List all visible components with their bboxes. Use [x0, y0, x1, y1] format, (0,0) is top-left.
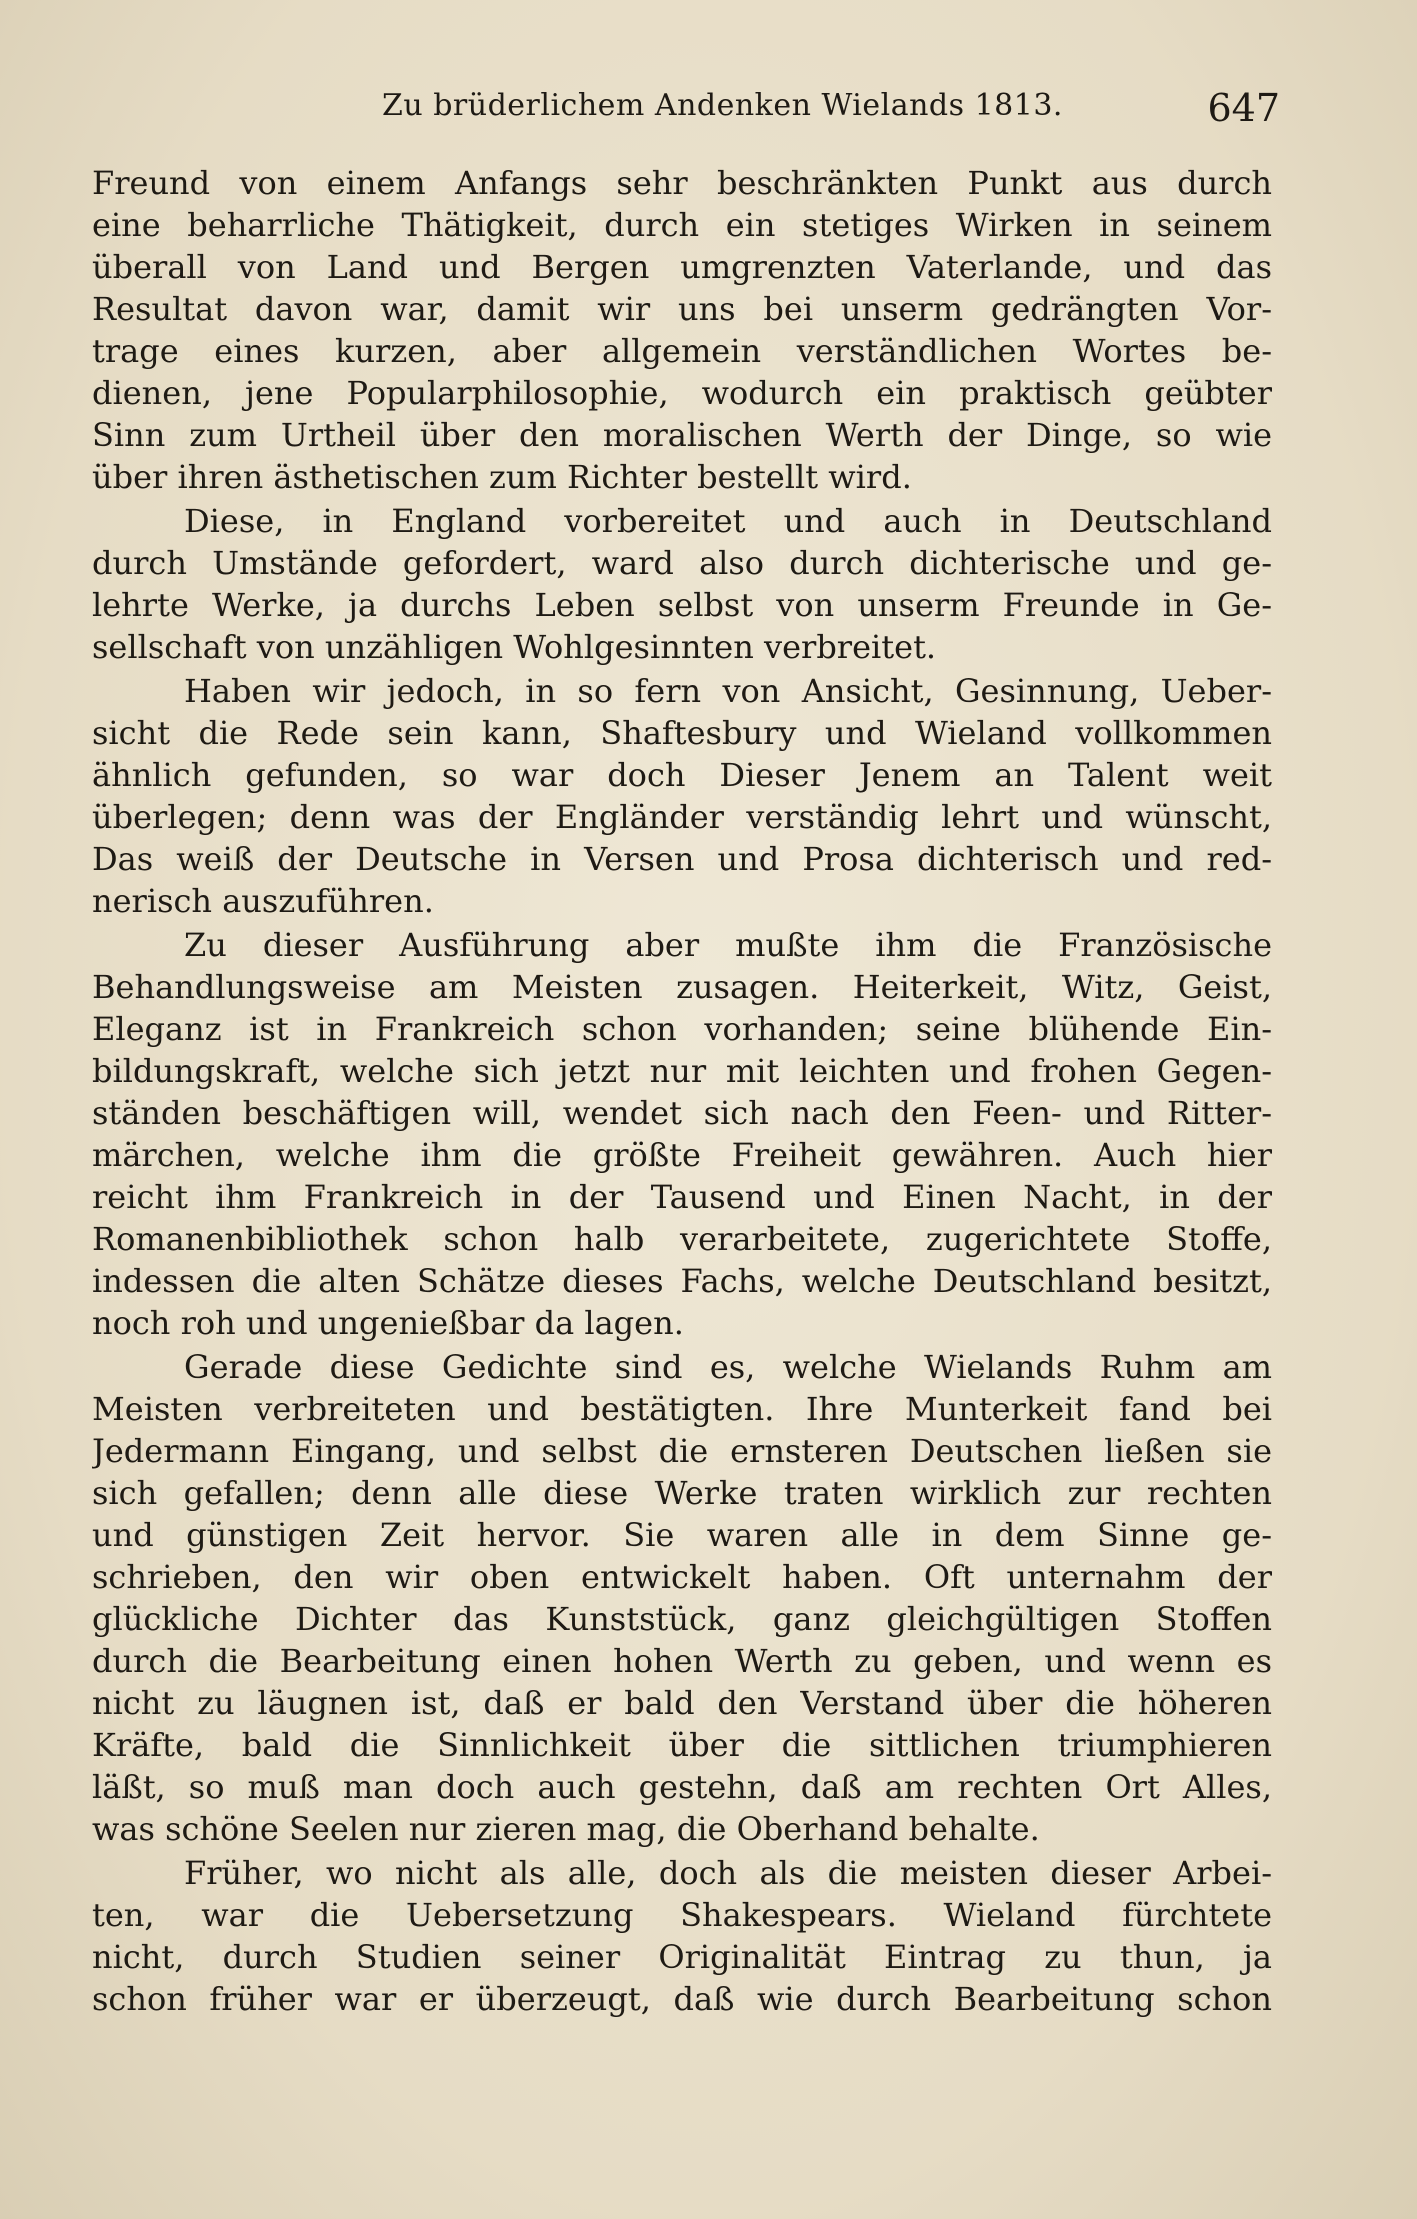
text-line: läßt, so muß man doch auch gestehn, daß am rechten Ort Alles,	[92, 1768, 1272, 1806]
text-line: Zu dieser Ausführung aber mußte ihm die Französische	[184, 926, 1272, 964]
text-line: nerisch auszuführen.	[92, 882, 434, 920]
text-line: ähnlich gefunden, so war doch Dieser Jenem an Talent weit	[92, 756, 1272, 794]
text-line: Gerade diese Gedichte sind es, welche Wielands Ruhm am	[184, 1348, 1272, 1386]
text-line: indessen die alten Schätze dieses Fachs, welche Deutschland besitzt,	[92, 1262, 1272, 1300]
text-line: nicht zu läugnen ist, daß er bald den Verstand über die höheren	[92, 1684, 1272, 1722]
text-line: sicht die Rede sein kann, Shaftesbury und Wieland vollkommen	[92, 714, 1272, 752]
text-line: dienen, jene Popularphilosophie, wodurch ein praktisch geübter	[92, 374, 1272, 412]
text-line: Resultat davon war, damit wir uns bei unserm gedrängten Vor-	[92, 290, 1272, 328]
text-line: glückliche Dichter das Kunststück, ganz gleichgültigen Stoffen	[92, 1600, 1272, 1638]
text-line: und günstigen Zeit hervor. Sie waren alle in dem Sinne ge-	[92, 1516, 1272, 1554]
text-line: ständen beschäftigen will, wendet sich nach den Feen- und Ritter-	[92, 1094, 1272, 1132]
text-line: nicht, durch Studien seiner Originalität Eintrag zu thun, ja	[92, 1938, 1272, 1976]
text-line: Meisten verbreiteten und bestätigten. Ihre Munterkeit fand bei	[92, 1390, 1272, 1428]
text-line: lehrte Werke, ja durchs Leben selbst von unserm Freunde in Ge-	[92, 586, 1272, 624]
text-line: Behandlungsweise am Meisten zusagen. Heiterkeit, Witz, Geist,	[92, 968, 1272, 1006]
text-line: ten, war die Uebersetzung Shakespears. Wieland fürchtete	[92, 1896, 1272, 1934]
text-line: über ihren ästhetischen zum Richter bestellt wird.	[92, 458, 912, 496]
text-line: sellschaft von unzähligen Wohlgesinnten verbreitet.	[92, 628, 937, 666]
text-line: Sinn zum Urtheil über den moralischen Werth der Dinge, so wie	[92, 416, 1272, 454]
paragraph-1	[92, 162, 1272, 498]
text-line: überall von Land und Bergen umgrenzten Vaterlande, und das	[92, 248, 1272, 286]
text-line: Eleganz ist in Frankreich schon vorhanden; seine blühende Ein-	[92, 1010, 1272, 1048]
text-line: trage eines kurzen, aber allgemein verständlichen Wortes be-	[92, 332, 1272, 370]
text-line: reicht ihm Frankreich in der Tausend und Einen Nacht, in der	[92, 1178, 1272, 1216]
text-line: Diese, in England vorbereitet und auch in Deutschland	[184, 502, 1272, 540]
page-header	[92, 86, 1280, 138]
text-line: bildungskraft, welche sich jetzt nur mit leichten und frohen Gegen-	[92, 1052, 1272, 1090]
text-line: Haben wir jedoch, in so fern von Ansicht, Gesinnung, Ueber-	[184, 672, 1272, 710]
text-line: schon früher war er überzeugt, daß wie durch Bearbeitung schon	[92, 1980, 1272, 2018]
paragraph-2	[92, 500, 1272, 668]
text-line: sich gefallen; denn alle diese Werke traten wirklich zur rechten	[92, 1474, 1272, 1512]
text-line: noch roh und ungenießbar da lagen.	[92, 1304, 684, 1342]
paragraph-4	[92, 924, 1272, 1344]
body-text	[92, 162, 1272, 2020]
text-line: Das weiß der Deutsche in Versen und Prosa dichterisch und red-	[92, 840, 1272, 878]
text-line: Romanenbibliothek schon halb verarbeitete, zugerichtete Stoffe,	[92, 1220, 1272, 1258]
text-line: Früher, wo nicht als alle, doch als die meisten dieser Arbei-	[184, 1854, 1272, 1892]
text-line: durch die Bearbeitung einen hohen Werth zu geben, und wenn es	[92, 1642, 1272, 1680]
page-number: 647	[1207, 86, 1280, 130]
text-line: Jedermann Eingang, und selbst die ernsteren Deutschen ließen sie	[92, 1432, 1272, 1470]
paragraph-5	[92, 1346, 1272, 1850]
text-line: überlegen; denn was der Engländer verständig lehrt und wünscht,	[92, 798, 1272, 836]
paragraph-3	[92, 670, 1272, 922]
text-line: schrieben, den wir oben entwickelt haben. Oft unternahm der	[92, 1558, 1272, 1596]
text-line: märchen, welche ihm die größte Freiheit gewähren. Auch hier	[92, 1136, 1272, 1174]
text-line: Freund von einem Anfangs sehr beschränkten Punkt aus durch	[92, 164, 1272, 202]
running-title: Zu brüderlichem Andenken Wielands 1813.	[382, 88, 1063, 123]
text-line: Kräfte, bald die Sinnlichkeit über die sittlichen triumphieren	[92, 1726, 1272, 1764]
text-line: was schöne Seelen nur zieren mag, die Oberhand behalte.	[92, 1810, 1040, 1848]
text-line: durch Umstände gefordert, ward also durch dichterische und ge-	[92, 544, 1272, 582]
paragraph-6	[92, 1852, 1272, 2020]
text-line: eine beharrliche Thätigkeit, durch ein stetiges Wirken in seinem	[92, 206, 1272, 244]
